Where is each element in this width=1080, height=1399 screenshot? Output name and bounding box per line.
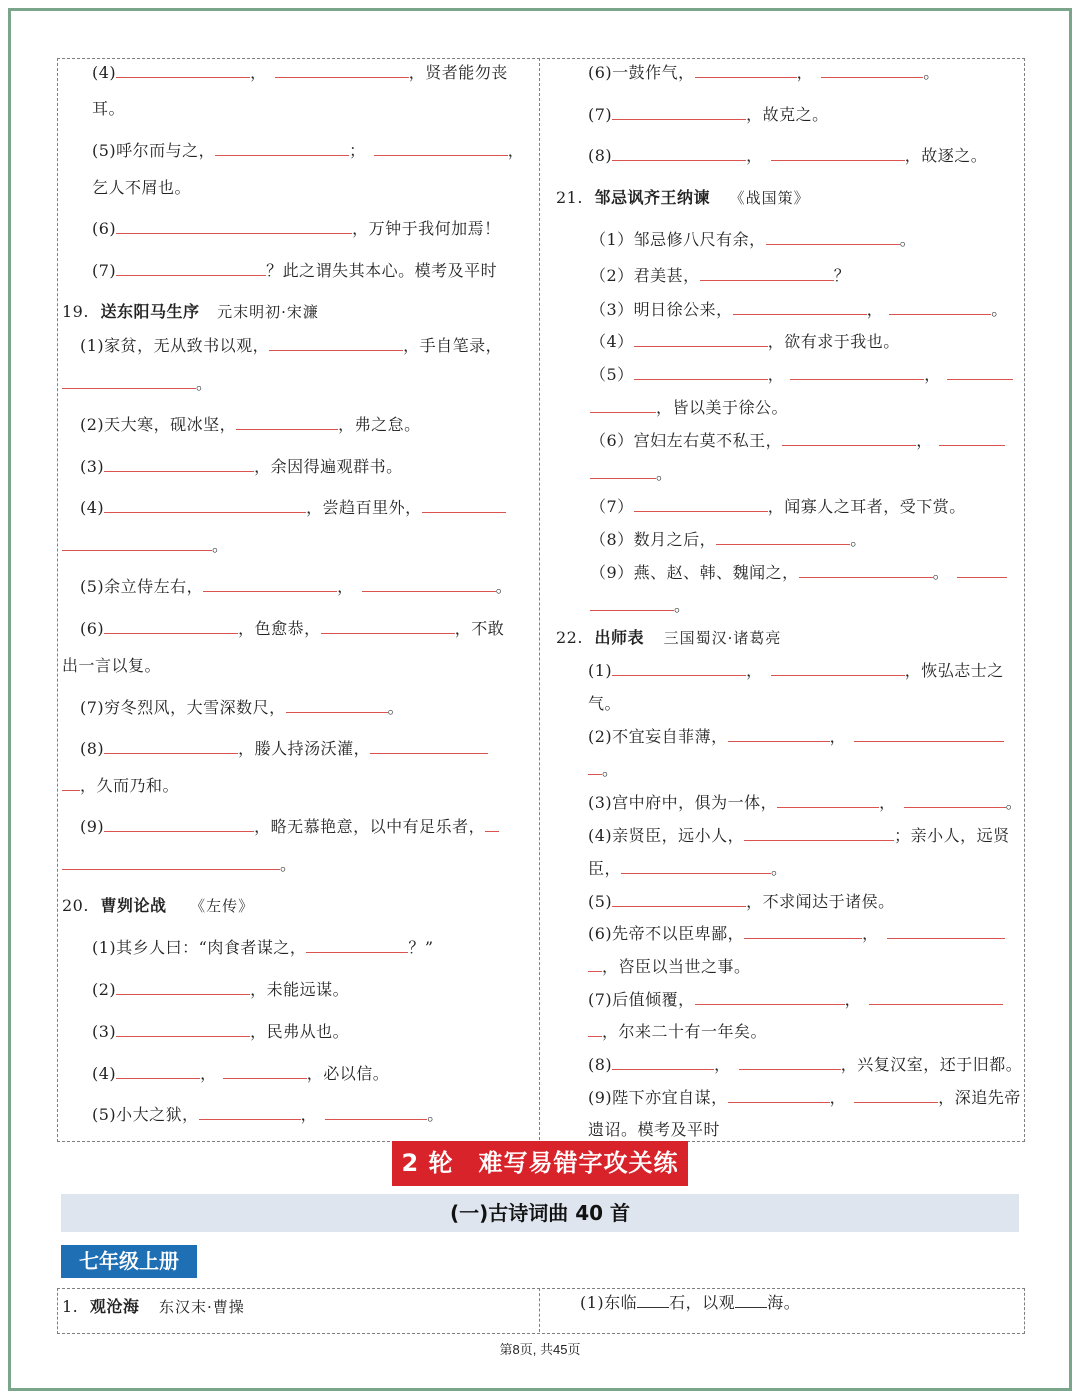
item-number: (7) [588,105,613,124]
text: 石，以观 [669,1293,736,1312]
text: (6)一鼓作气， [588,63,695,82]
text: (5)余立侍左右， [80,577,204,596]
text: ，兴复汉室，还于旧都。 [840,1055,1023,1074]
item-number: (3) [92,1022,117,1041]
q21-heading [556,187,810,209]
text: ， [767,365,785,384]
text: 。 [899,230,917,249]
text: 。 [495,577,513,596]
text: 。 [280,855,297,874]
q21-item-5-cont [590,397,788,419]
q18-item-4-cont [92,98,125,120]
bottom-q1-item-1 [580,1292,800,1314]
text: (5)小大之狱， [92,1105,199,1124]
text: 气。 [588,694,622,713]
question-number: 19. [62,302,89,321]
text: 臣， [588,859,622,878]
q22-item-1 [588,660,1004,682]
q19-item-6-cont [62,655,161,677]
blank[interactable] [733,300,867,315]
q20-item-4 [92,1063,389,1085]
text: (9)陛下亦宜自谋， [588,1088,728,1107]
q22-item-2 [588,726,1004,748]
blank[interactable] [116,1064,200,1079]
blank[interactable] [771,661,905,676]
blank[interactable] [588,760,602,775]
text: ，闻寡人之耳者，受下赏。 [767,497,966,516]
text: ，恢弘志士之 [904,661,1004,680]
q20-item-5 [92,1104,444,1126]
blank[interactable] [306,938,408,953]
text: (7)后值倾覆， [588,990,695,1009]
blank[interactable] [116,219,352,234]
text: ，尔来二十有一年矣。 [602,1022,768,1041]
text: ，欲有求于我也。 [767,332,900,351]
text: （1）邹忌修八尺有余， [590,230,766,249]
lesson-source: 《战国策》 [729,189,810,207]
blank[interactable] [634,497,768,512]
blank[interactable] [590,464,656,479]
text: ， [862,924,879,943]
text: ，手自笔录， [403,336,503,355]
text: 遗诏。模考及平时 [588,1120,721,1139]
item-number: (1) [588,661,613,680]
blank[interactable] [854,1088,938,1103]
blank[interactable] [236,415,338,430]
q22-item-1-cont [588,693,621,715]
text: 。 [932,563,950,582]
blank[interactable] [374,141,508,156]
q22-item-2-cont [588,759,619,781]
blank[interactable] [325,1105,427,1120]
blank[interactable] [735,1293,767,1308]
item-number: (4) [80,498,105,517]
blank[interactable] [362,577,496,592]
q21-item-4 [590,331,900,353]
blank[interactable] [790,365,924,380]
text: ， [300,1105,318,1124]
lesson-author: 东汉末·曹操 [158,1298,245,1316]
q21-item-7 [590,496,966,518]
lesson-source: 《左传》 [190,897,255,915]
text: 。 [196,374,213,393]
blank[interactable] [116,63,250,78]
item-number: （4） [590,332,634,351]
text: （8）数月之后， [590,530,717,549]
text: ， [916,431,933,450]
blank[interactable] [939,431,1005,446]
blank[interactable] [695,990,845,1005]
q21-item-6-cont [590,463,673,485]
q19-item-5 [80,576,512,598]
text: (1)东临 [580,1293,638,1312]
text: (1)家贫，无从致书以观， [80,336,270,355]
text: ， [879,793,896,812]
blank[interactable] [104,817,254,832]
blank[interactable] [485,817,499,832]
blank[interactable] [799,563,933,578]
blank[interactable] [904,793,1006,808]
text: 。 [850,530,867,549]
text: ，弗之怠。 [338,415,421,434]
item-number: (5) [588,892,613,911]
q18-item-5 [92,140,524,162]
blank[interactable] [700,266,834,281]
blank[interactable] [957,563,1007,578]
lesson-title: 出师表 [594,628,645,647]
item-number: (6) [92,219,117,238]
q19-item-8 [80,738,488,760]
question-number: 20. [62,896,89,915]
blank[interactable] [62,855,280,870]
question-number: 21. [556,188,583,207]
q22-item-8 [588,1054,1022,1076]
q22-item-4 [588,825,1010,847]
text: (4)亲贤臣，远小人， [588,826,745,845]
text: （6）宫妇左右莫不私王， [590,431,783,450]
blank[interactable] [223,1064,307,1079]
q19-item-6 [80,618,504,640]
blank[interactable] [269,336,403,351]
blank[interactable] [612,146,746,161]
text: ？” [408,938,434,957]
blank[interactable] [744,826,894,841]
text: 海。 [767,1293,801,1312]
q19-item-7 [80,697,404,719]
text: (3)宫中府中，俱为一体， [588,793,778,812]
blank[interactable] [199,1105,301,1120]
blank[interactable] [116,261,266,276]
blank[interactable] [590,596,674,611]
blank[interactable] [321,619,455,634]
item-number: （5） [590,365,634,384]
text: ，深追先帝 [938,1088,1021,1107]
blank[interactable] [104,498,306,513]
q22-item-7 [588,989,1003,1011]
text: ，不敢 [454,619,505,638]
text: 。 [427,1105,444,1124]
text: （9）燕、赵、韩、魏闻之， [590,563,799,582]
blank[interactable] [821,63,923,78]
blank[interactable] [766,230,900,245]
item-number: (8) [588,146,613,165]
blank[interactable] [782,431,916,446]
text: ；亲小人，远贤 [894,826,1010,845]
q19-item-2 [80,414,421,436]
blank[interactable] [590,398,656,413]
text: ，不求闻达于诸侯。 [746,892,895,911]
blank[interactable] [588,957,602,972]
blank[interactable] [116,1022,250,1037]
text: ，故逐之。 [904,146,988,165]
q21-item-1 [590,229,916,251]
text: 。 [387,698,405,717]
q22-item-5 [588,891,895,913]
text: ，色愈恭， [238,619,321,638]
text: 。 [674,596,691,615]
item-number: (8) [80,739,105,758]
lesson-title: 邹忌讽齐王纳谏 [594,188,711,207]
text: ， [250,63,267,82]
blank[interactable] [286,698,388,713]
blank[interactable] [771,146,905,161]
item-number: (2) [92,980,117,999]
q19-item-9-cont [62,854,297,876]
q18-item-4 [92,62,508,84]
q20-item-2 [92,979,349,1001]
q20-item-1 [92,937,434,959]
blank[interactable] [62,776,80,791]
round-banner: 2 轮 难写易错字攻关练 [392,1141,688,1186]
blank[interactable] [62,374,196,389]
text: ，皆以美于徐公。 [656,398,789,417]
blank[interactable] [634,365,768,380]
blank[interactable] [716,530,850,545]
text: ，万钟于我何加焉！ [352,219,501,238]
blank[interactable] [612,1055,714,1070]
blank[interactable] [215,141,349,156]
lesson-title: 观沧海 [89,1297,140,1316]
text: ，咨臣以当世之事。 [602,957,751,976]
q21-item-9 [590,562,1007,584]
item-number: （7） [590,497,634,516]
q21-item-6 [590,430,1005,452]
text: ， [507,141,525,160]
question-number: 1. [62,1297,79,1316]
text: 。 [1005,793,1023,812]
text: (2)不宜妄自菲薄， [588,727,728,746]
q18-item-7 [92,260,497,282]
text: ， [866,300,884,319]
blank[interactable] [889,300,991,315]
text: 乞人不屑也。 [92,178,192,197]
blank[interactable] [275,63,409,78]
q19-heading [62,301,319,323]
text: 。 [923,63,940,82]
text: ， [829,727,847,746]
blank[interactable] [422,498,506,513]
question-number: 22. [556,628,583,647]
text: ， [829,1088,847,1107]
blank[interactable] [947,365,1013,380]
q22-item-9-cont [588,1119,720,1141]
grade-tag: 七年级上册 [61,1245,197,1278]
q20-item-3 [92,1021,349,1043]
lesson-title: 曹刿论战 [100,896,167,915]
q19-item-3 [80,456,403,478]
q19-item-8-cont [62,775,179,797]
item-number: (3) [80,457,105,476]
q19-item-4-cont [62,535,229,557]
text: 。 [602,760,619,779]
text: (2)天大寒，砚冰坚， [80,415,237,434]
blank[interactable] [370,739,488,754]
text: ，久而乃和。 [80,776,180,795]
text: 。 [656,464,673,483]
blank[interactable] [588,1022,602,1037]
text: 。 [771,859,788,878]
q22-item-6 [588,923,1005,945]
text: ，必以信。 [306,1064,390,1083]
q20-item-6 [588,62,940,84]
item-number: (4) [92,63,117,82]
q19-item-1-cont [62,373,213,395]
text: ， [714,1055,731,1074]
text: 。 [212,536,229,555]
q22-item-7-cont [588,1021,767,1043]
q18-item-6 [92,218,501,240]
q21-item-3 [590,299,1008,321]
blank[interactable] [739,1055,841,1070]
bottom-q1-heading [62,1296,245,1318]
text: ，贤者能勿丧 [408,63,508,82]
text: ， [746,146,763,165]
text: ，民弗从也。 [250,1022,350,1041]
blank[interactable] [612,892,746,907]
blank[interactable] [728,1088,830,1103]
lesson-author: 三国蜀汉·诸葛亮 [663,629,782,647]
blank[interactable] [104,739,238,754]
text: ，余因得遍观群书。 [254,457,403,476]
q22-item-3 [588,792,1022,814]
text: ， [200,1064,217,1083]
q20-item-7 [588,104,829,126]
section-subheading: (一)古诗词曲 40 首 [61,1194,1019,1232]
q22-item-9 [588,1087,1021,1109]
text: ，故克之。 [746,105,829,124]
blank[interactable] [203,577,337,592]
text: ？ [833,266,851,285]
text: 。 [991,300,1008,319]
bottom-column-divider [539,1288,540,1332]
text: ，媵人持汤沃灌， [238,739,371,758]
blank[interactable] [104,619,238,634]
text: ，略无慕艳意，以中有足乐者， [254,817,486,836]
text: ，未能远谋。 [250,980,350,999]
text: 耳。 [92,99,126,118]
lesson-author: 元末明初·宋濂 [217,303,319,321]
item-number: (9) [80,817,105,836]
blank[interactable] [777,793,879,808]
q21-item-8 [590,529,867,551]
lesson-title: 送东阳马生序 [100,302,200,321]
blank[interactable] [887,924,1005,939]
text: ，尝趋百里外， [306,498,422,517]
blank[interactable] [612,105,746,120]
blank[interactable] [104,457,254,472]
item-number: (7) [92,261,117,280]
text: (1)其乡人曰：“肉食者谋之， [92,938,307,957]
blank[interactable] [612,661,746,676]
column-divider [539,58,540,1140]
text: ， [746,661,763,680]
text: （2）君美甚， [590,266,700,285]
q19-item-1 [80,335,502,357]
text: ？此之谓失其本心。模考及平时 [266,261,498,280]
text: ， [337,577,354,596]
q21-item-2 [590,265,850,287]
q20-heading [62,895,254,917]
q20-item-8 [588,145,987,167]
text: （3）明日徐公来， [590,300,733,319]
blank[interactable] [621,859,771,874]
q21-item-9-cont [590,595,691,617]
item-number: (6) [80,619,105,638]
q22-item-6-cont [588,956,751,978]
item-number: (4) [92,1064,117,1083]
text: ， [844,990,862,1009]
text: 出一言以复。 [62,656,162,675]
text: (6)先帝不以臣卑鄙， [588,924,745,943]
q21-item-5 [590,364,1013,386]
text: ， [796,63,814,82]
blank[interactable] [634,332,768,347]
blank[interactable] [695,63,797,78]
blank[interactable] [116,980,250,995]
blank[interactable] [854,727,1004,742]
item-number: (8) [588,1055,613,1074]
text: (7)穷冬烈风，大雪深数尺， [80,698,286,717]
blank[interactable] [728,727,830,742]
blank[interactable] [869,990,1003,1005]
text: ， [924,365,941,384]
text: ； [349,141,366,160]
q19-item-9 [80,816,499,838]
q22-item-4-cont [588,858,788,880]
blank[interactable] [62,536,212,551]
page-footer: 第8页, 共45页 [499,1342,581,1357]
text: (5)呼尔而与之， [92,141,216,160]
blank[interactable] [637,1293,669,1308]
blank[interactable] [744,924,862,939]
q22-heading [556,627,781,649]
q19-item-4 [80,497,506,519]
q18-item-5-cont [92,177,191,199]
